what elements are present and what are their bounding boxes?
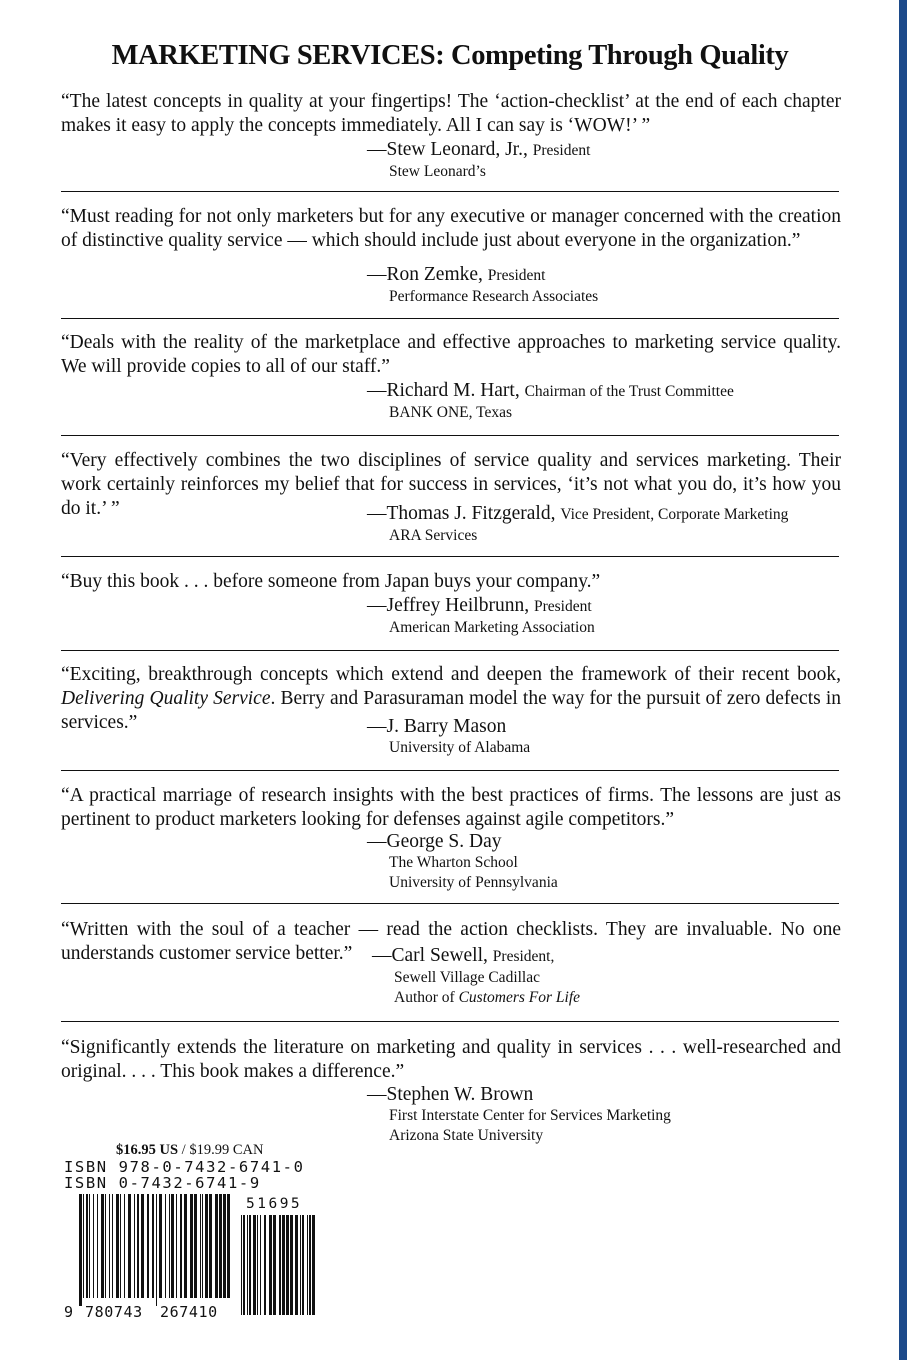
attribution-affiliation: Performance Research Associates [389, 288, 599, 305]
barcode-bar [180, 1194, 182, 1298]
barcode-bar [176, 1194, 177, 1298]
attribution-name: —Ron Zemke, [367, 264, 483, 285]
testimonial-2 [61, 205, 841, 305]
barcode-bar [190, 1194, 193, 1298]
barcode-bar [264, 1215, 266, 1315]
divider-rule [61, 1021, 839, 1022]
testimonial-attribution [367, 716, 530, 758]
barcode-bar [86, 1194, 88, 1298]
attribution-name: —Jeffrey Heilbrunn, [367, 595, 530, 616]
book-title-italic: Customers For Life [458, 988, 581, 1006]
attribution-affiliation: Sewell Village Cadillac [394, 969, 540, 986]
barcode-bar [89, 1194, 90, 1298]
attribution-affiliation: First Interstate Center for Services Marketing [389, 1107, 671, 1124]
price-us: $16.95 US [116, 1142, 179, 1158]
barcode-bar [147, 1194, 149, 1298]
barcode-bar [128, 1194, 131, 1298]
barcode-bar [137, 1194, 139, 1298]
attribution-name: —Carl Sewell, [372, 945, 488, 966]
testimonial-quote: “Must reading for not only marketers but for any executive or manager concerned with the creation of distinctive quality service — which should include just about everyone in the organization.” [61, 206, 841, 251]
testimonial-quote: “Buy this book . . . before someone from Japan buys your company.” [61, 571, 601, 592]
barcode-bar [269, 1215, 272, 1315]
addon-barcode [240, 1215, 318, 1323]
testimonial-8 [61, 918, 841, 1006]
barcode-bar [101, 1194, 104, 1298]
barcode-bar [249, 1215, 251, 1315]
testimonial-attribution [367, 1084, 671, 1145]
barcode-bar [116, 1194, 119, 1298]
barcode-bar [223, 1194, 226, 1298]
barcode-bar [241, 1215, 242, 1315]
testimonial-attribution [367, 831, 558, 892]
barcode-bar [260, 1215, 261, 1315]
barcode-bar [205, 1194, 208, 1298]
testimonial-attribution [367, 380, 734, 423]
ean-barcode [78, 1194, 234, 1306]
barcode-bar [215, 1194, 218, 1298]
cover-edge-strip [899, 0, 907, 1360]
attribution-role: President [533, 598, 592, 615]
barcode-bar [307, 1215, 308, 1315]
attribution-affiliation: Arizona State University [389, 1126, 544, 1144]
attribution-affiliation: The Wharton School [389, 854, 518, 871]
barcode-bar [105, 1194, 106, 1298]
attribution-name: —George S. Day [367, 831, 502, 852]
testimonial-7 [61, 784, 841, 891]
testimonial-quote: “Very effectively combines the two disciplines of service quality and services marketing. Their work certainly reinforces my belief that for success in services, ‘it’s not what you do, it’s how you do it.’ ” [61, 450, 841, 519]
barcode-bar [312, 1215, 315, 1315]
attribution-affiliation: BANK ONE, Texas [389, 404, 513, 421]
attribution-role: President [487, 267, 546, 284]
testimonial-6 [61, 663, 841, 756]
attribution-role: Vice President, Corporate Marketing [560, 506, 789, 523]
barcode-bar [112, 1194, 113, 1298]
testimonial-quote: “Significantly extends the literature on marketing and quality in services . . . well-researched and original. . . . This book makes a difference.” [61, 1037, 841, 1082]
attribution-affiliation: University of Alabama [389, 739, 531, 756]
attribution-name: —Richard M. Hart, [367, 380, 520, 401]
barcode-bar [253, 1215, 256, 1315]
barcode-bar [282, 1215, 285, 1315]
divider-rule [61, 650, 839, 651]
barcode-bar [257, 1215, 258, 1315]
ean-right-group: 267410 [160, 1303, 218, 1321]
testimonial-attribution [367, 503, 788, 546]
attribution-name: —Stew Leonard, Jr., [367, 139, 528, 160]
testimonial-quote: “A practical marriage of research insights with the best practices of firms. The lessons are just as pertinent to product marketers looking for defenses against agile competitors.” [61, 785, 841, 830]
attribution-affiliation: ARA Services [389, 527, 478, 544]
testimonial-attribution [367, 595, 595, 638]
testimonial-4 [61, 449, 841, 544]
ean-first-digit: 9 [64, 1303, 74, 1321]
attribution-name: —Thomas J. Fitzgerald, [367, 503, 556, 524]
barcode-bar [302, 1215, 304, 1315]
barcode-bar [152, 1194, 154, 1298]
barcode-bar [290, 1215, 293, 1315]
barcode-bar [273, 1215, 276, 1315]
price-label: $16.95 US / $19.99 CAN [116, 1142, 264, 1158]
barcode-bar [200, 1194, 201, 1298]
barcode-bar [141, 1194, 144, 1298]
barcode-bar [134, 1194, 135, 1298]
attribution-role: President [532, 142, 591, 159]
testimonial-attribution [372, 945, 580, 1007]
addon-digits: 51695 [246, 1196, 303, 1212]
isbn-13: ISBN 978-0-7432-6741-0 [64, 1158, 305, 1176]
attribution-name: —J. Barry Mason [367, 716, 507, 737]
barcode-bar [109, 1194, 110, 1298]
barcode-bar [124, 1194, 125, 1298]
testimonial-9 [61, 1036, 841, 1144]
divider-rule [61, 770, 839, 771]
barcode-bar [169, 1194, 170, 1298]
testimonial-quote: “Exciting, breakthrough concepts which extend and deepen the framework of their recent book, Delivering Quality Service. Berry and Parasuraman model the way for the pursuit of zero defects in services.” [61, 664, 841, 733]
barcode-bar [202, 1194, 203, 1298]
barcode-bar [79, 1194, 82, 1306]
barcode-bar [300, 1215, 301, 1315]
attribution-affiliation: American Marketing Association [389, 619, 595, 636]
attribution-role: Chairman of the Trust Committee [524, 383, 734, 400]
price-can: $19.99 CAN [189, 1142, 264, 1158]
divider-rule [61, 556, 839, 557]
attribution-role: President, [492, 948, 555, 965]
ean-left-group: 780743 [85, 1303, 143, 1321]
attribution-name: —Stephen W. Brown [367, 1084, 534, 1105]
barcode-bar [171, 1194, 174, 1298]
testimonial-attribution [367, 264, 598, 307]
barcode-bar [309, 1215, 311, 1315]
testimonial-5 [61, 570, 841, 636]
barcode-bar [194, 1194, 197, 1298]
testimonial-quote: “Deals with the reality of the marketplace and effective approaches to marketing service quality. We will provide copies to all of our staff.” [61, 332, 841, 377]
testimonial-3 [61, 331, 841, 421]
isbn-10: ISBN 0-7432-6741-9 [64, 1174, 261, 1192]
attribution-author-of: Author of Customers For Life [394, 988, 581, 1006]
barcode-bar [159, 1194, 162, 1298]
barcode-bar [295, 1215, 298, 1315]
testimonial-quote: “The latest concepts in quality at your fingertips! The ‘action-checklist’ at the end of each chapter makes it easy to apply the concepts immediately. All I can say is ‘WOW!’ ” [61, 91, 841, 136]
testimonial-1 [61, 90, 841, 180]
barcode-bar [83, 1194, 84, 1298]
barcode-bar [165, 1194, 166, 1298]
barcode-bar [227, 1194, 230, 1298]
barcode-bar [279, 1215, 281, 1315]
barcode-bar [209, 1194, 212, 1298]
book-title: MARKETING SERVICES: Competing Through Quality [111, 40, 789, 71]
divider-rule [61, 191, 839, 192]
barcode-bar [184, 1194, 187, 1298]
barcode-bar [93, 1194, 94, 1298]
divider-rule [61, 435, 839, 436]
attribution-affiliation: Stew Leonard’s [389, 163, 486, 180]
barcode-bar [156, 1194, 157, 1306]
barcode-bar [219, 1194, 222, 1298]
divider-rule [61, 318, 839, 319]
barcode-bar [120, 1194, 121, 1298]
book-title-italic: Delivering Quality Service [61, 688, 271, 709]
testimonial-quote: “Written with the soul of a teacher — read the action checklists. They are invaluable. No one understands customer service better.” [61, 919, 841, 964]
barcode-bar [97, 1194, 98, 1298]
attribution-affiliation: University of Pennsylvania [389, 873, 558, 891]
barcode-bar [247, 1215, 248, 1315]
testimonial-attribution [367, 139, 590, 182]
barcode-bar [286, 1215, 289, 1315]
barcode-bar [243, 1215, 245, 1315]
divider-rule [61, 903, 839, 904]
